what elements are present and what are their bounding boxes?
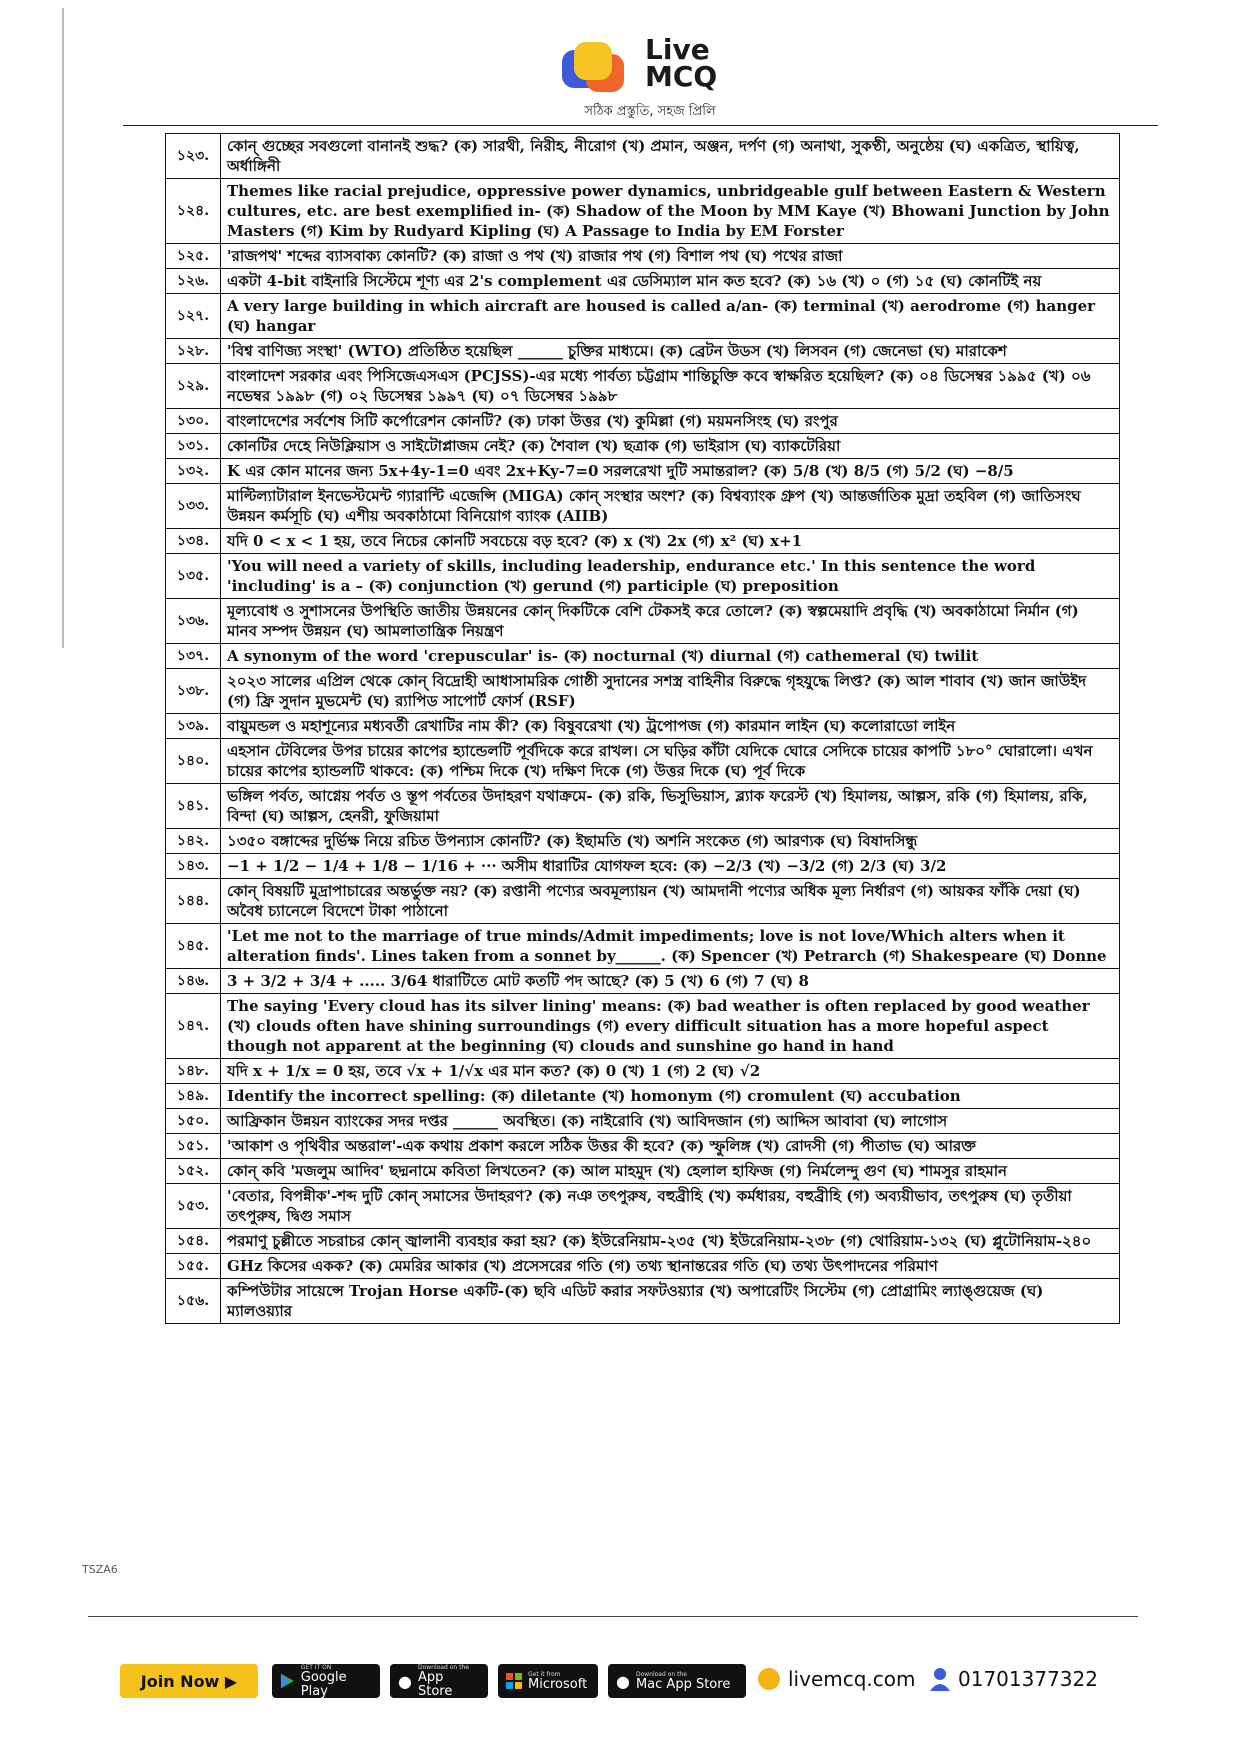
join-now-button[interactable]: Join Now ▶ [120, 1664, 258, 1698]
question-text: কম্পিউটার সায়েন্সে Trojan Horse একটি-(ক) ছবি এডিট করার সফটওয়্যার (খ) অপারেটিং সিস্টেম (গ) প্রোগ্রামিং ল্যাঙ্গুয়েজ (ঘ) ম্যালওয়্যার [221, 1279, 1120, 1324]
question-row [166, 1134, 1120, 1159]
question-text: কোন্‌ কবি 'মজলুম আদিব' ছদ্মনামে কবিতা লিখতেন? (ক) আল মাহমুদ (খ) হেলাল হাফিজ (গ) নির্মলেন্দু গুণ (ঘ) শামসুর রাহমান [221, 1159, 1120, 1184]
question-number: ১২৯. [166, 364, 221, 409]
question-text: যদি x + 1/x = 0 হয়, তবে √x + 1/√x এর মান কত? (ক) 0 (খ) 1 (গ) 2 (ঘ) √2 [221, 1059, 1120, 1084]
header-divider [123, 125, 1158, 126]
question-row [166, 459, 1120, 484]
phone-text: 01701377322 [958, 1667, 1098, 1691]
question-text: 3 + 3/2 + 3/4 + ..... 3/64 ধারাটিতে মোট কতটি পদ আছে? (ক) 5 (খ) 6 (গ) 7 (ঘ) 8 [221, 969, 1120, 994]
question-text: A very large building in which aircraft are housed is called a/an- (ক) terminal (খ) aerodrome (গ) hanger (ঘ) hangar [221, 294, 1120, 339]
logo-tagline: সঠিক প্রস্তুতি, সহজ প্রিলি [584, 104, 716, 119]
mac-app-store-button[interactable] [608, 1664, 746, 1698]
question-row [166, 1059, 1120, 1084]
question-text: মাল্টিল্যাটারাল ইনভেস্টমেন্ট গ্যারান্টি এজেন্সি (MIGA) কোন্‌ সংস্থার অংশ? (ক) বিশ্বব্যাংক গ্রুপ (খ) আন্তর্জাতিক মুদ্রা তহবিল (গ) জাতিসংঘ উন্নয়ন কর্মসূচি (ঘ) এশীয় অবকাঠামো বিনিয়োগ ব্যাংক (AIIB) [221, 484, 1120, 529]
question-table [165, 133, 1120, 1324]
question-row [166, 669, 1120, 714]
question-number: ১২৪. [166, 179, 221, 244]
question-text: Themes like racial prejudice, oppressive power dynamics, unbridgeable gulf between Eastern & Western cultures, etc. are best exemplified in- (ক) Shadow of the Moon by MM Kaye (খ) Bhowani Junction by John Masters (গ) Kim by Rudyard Kipling (ঘ) A Passage to India by EM Forster [221, 179, 1120, 244]
logo-wordmark: Live MCQ [645, 33, 718, 93]
microsoft-icon [506, 1673, 522, 1689]
question-number: ১৩৫. [166, 554, 221, 599]
question-row [166, 644, 1120, 669]
question-text: পরমাণু চুল্লীতে সচরাচর কোন্‌ জ্বালানী ব্যবহার করা হয়? (ক) ইউরেনিয়াম-২৩৫ (খ) ইউরেনিয়াম-২৩৮ (গ) থোরিয়াম-১৩২ (ঘ) প্লুটোনিয়াম-২৪০ [221, 1229, 1120, 1254]
question-row [166, 1279, 1120, 1324]
mac-app-store-caption: Download on the [635, 1670, 687, 1678]
question-text: GHz কিসের একক? (ক) মেমরির আকার (খ) প্রসেসরের গতি (গ) তথ্য স্থানান্তরের গতি (ঘ) তথ্য উৎপাদনের পরিমাণ [221, 1254, 1120, 1279]
phone-contact[interactable] [930, 1667, 1098, 1691]
question-text: বাংলাদেশের সর্বশেষ সিটি কর্পোরেশন কোনটি? (ক) ঢাকা উত্তর (খ) কুমিল্লা (গ) ময়মনসিংহ (ঘ) রংপুর [221, 409, 1120, 434]
app-store-caption: Download on the [417, 1663, 469, 1671]
question-row [166, 529, 1120, 554]
question-row [166, 554, 1120, 599]
question-number: ১২৬. [166, 269, 221, 294]
question-number: ১৩৪. [166, 529, 221, 554]
question-number: ১৩১. [166, 434, 221, 459]
question-row [166, 1254, 1120, 1279]
microsoft-caption: Get it from [528, 1670, 561, 1678]
question-text: The saying 'Every cloud has its silver lining' means: (ক) bad weather is often replaced by good weather (খ) clouds often have shining surroundings (গ) every difficult situation has a more hopeful aspect though not apparent at the beginning (ঘ) clouds and sunshine go hand in hand [221, 994, 1120, 1059]
question-number: ১৩৩. [166, 484, 221, 529]
question-number: ১৪৪. [166, 879, 221, 924]
question-number: ১৪৩. [166, 854, 221, 879]
question-text: −1 + 1/2 − 1/4 + 1/8 − 1/16 + ··· অসীম ধারাটির যোগফল হবে: (ক) −2/3 (খ) −3/2 (গ) 2/3 (ঘ) 3/2 [221, 854, 1120, 879]
question-row [166, 294, 1120, 339]
question-number: ১৪৯. [166, 1084, 221, 1109]
google-play-label: Google Play [300, 1669, 347, 1699]
question-number: ১৪২. [166, 829, 221, 854]
google-play-caption: GET IT ON [300, 1663, 332, 1671]
question-text: 'আকাশ ও পৃথিবীর অন্তরাল'-এক কথায় প্রকাশ করলে সঠিক উত্তর কী হবে? (ক) স্ফুলিঙ্গ (খ) রোদসী (গ) পীতাভ (ঘ) আরক্ত [221, 1134, 1120, 1159]
question-text: 'বিশ্ব বাণিজ্য সংস্থা' (WTO) প্রতিষ্ঠিত হয়েছিল ______ চুক্তির মাধ্যমে। (ক) ব্রেটন উডস (খ) লিসবন (গ) জেনেভা (ঘ) মারাকেশ [221, 339, 1120, 364]
question-text: এহসান টেবিলের উপর চায়ের কাপের হ্যান্ডেলটি পূর্বদিকে করে রাখল। সে ঘড়ির কাঁটা যেদিকে ঘোরে সেদিকে চায়ের কাপটি ১৮০° ঘোরালো। এখন চায়ের কাপের হ্যান্ডলটি থাকবে: (ক) পশ্চিম দিকে (খ) দক্ষিণ দিকে (গ) উত্তর দিকে (ঘ) পূর্ব দিকে [221, 739, 1120, 784]
microsoft-label: Microsoft [528, 1676, 588, 1692]
globe-icon [758, 1668, 780, 1690]
question-row [166, 599, 1120, 644]
livemcq-logo[interactable] [560, 30, 740, 120]
question-text: 'বেতার, বিপন্নীক'-শব্দ দুটি কোন্‌ সমাসের উদাহরণ? (ক) নঞ তৎপুরুষ, বহুব্রীহি (খ) কর্মধারয়, বহুব্রীহি (গ) অব্যয়ীভাব, তৎপুরুষ (ঘ) তৃতীয়া তৎপুরুষ, দ্বিগু সমাস [221, 1184, 1120, 1229]
question-row [166, 434, 1120, 459]
question-number: ১৫১. [166, 1134, 221, 1159]
microsoft-store-button[interactable] [498, 1664, 598, 1698]
question-number: ১৩০. [166, 409, 221, 434]
question-text: 'You will need a variety of skills, including leadership, endurance etc.' In this sentence the word 'including' is a – (ক) conjunction (খ) gerund (গ) participle (ঘ) preposition [221, 554, 1120, 599]
page-header [0, 20, 1240, 120]
app-store-label: App Store [417, 1669, 453, 1699]
mac-app-store-label: Mac App Store [635, 1676, 731, 1692]
question-text: A synonym of the word 'crepuscular' is- (ক) nocturnal (খ) diurnal (গ) cathemeral (ঘ) twilit [221, 644, 1120, 669]
footer-bar [120, 1664, 1120, 1700]
question-number: ১৩২. [166, 459, 221, 484]
question-text: ভঙ্গিল পর্বত, আগ্নেয় পর্বত ও স্তূপ পর্বতের উদাহরণ যথাক্রমে- (ক) রকি, ভিসুভিয়াস, ব্ল্যাক ফরেস্ট (খ) হিমালয়, আল্পস, রকি (গ) হিমালয়, রকি, বিন্দা (ঘ) আল্পস, হেনরী, ফুজিয়ামা [221, 784, 1120, 829]
scan-code: TSZA6 [82, 1563, 118, 1576]
question-number: ১৫৪. [166, 1229, 221, 1254]
question-row [166, 1184, 1120, 1229]
question-text: বাংলাদেশ সরকার এবং পিসিজেএসএস (PCJSS)-এর মধ্যে পার্বত্য চট্টগ্রাম শান্তিচুক্তি কবে স্বাক্ষরিত হয়েছিল? (ক) ০৪ ডিসেম্বর ১৯৯৫ (খ) ০৬ নভেম্বর ১৯৯৮ (গ) ০২ ডিসেম্বর ১৯৯৭ (ঘ) ০৭ ডিসেম্বর ১৯৯৮ [221, 364, 1120, 409]
question-number: ১২৭. [166, 294, 221, 339]
question-row [166, 879, 1120, 924]
footer-divider [88, 1616, 1138, 1617]
apple-icon: ● [616, 1671, 630, 1691]
question-text: কোন্‌ গুচ্ছের সবগুলো বানানই শুদ্ধ? (ক) সারথী, নিরীহ, নীরোগ (খ) প্রমান, অঞ্জন, দর্পণ (গ) অনাথা, সুকণ্ঠী, অনুষ্ঠেয় (ঘ) একত্রিত, স্থায়িত্ব, অর্ধাঙ্গিনী [221, 134, 1120, 179]
question-row [166, 409, 1120, 434]
question-number: ১২৮. [166, 339, 221, 364]
question-row [166, 269, 1120, 294]
app-store-button[interactable] [390, 1664, 488, 1698]
question-text: K এর কোন মানের জন্য 5x+4y-1=0 এবং 2x+Ky-7=0 সরলরেখা দুটি সমান্তরাল? (ক) 5/8 (খ) 8/5 (গ) 5/2 (ঘ) −8/5 [221, 459, 1120, 484]
question-text: 'রাজপথ' শব্দের ব্যাসবাক্য কোনটি? (ক) রাজা ও পথ (খ) রাজার পথ (গ) বিশাল পথ (ঘ) পথের রাজা [221, 244, 1120, 269]
question-row [166, 1084, 1120, 1109]
apple-icon: ● [398, 1671, 412, 1691]
question-number: ১৫৫. [166, 1254, 221, 1279]
question-row [166, 339, 1120, 364]
google-play-button[interactable] [272, 1664, 380, 1698]
question-number: ১৩৮. [166, 669, 221, 714]
website-text: livemcq.com [788, 1667, 916, 1691]
question-text: কোন্‌ বিষয়টি মুদ্রাপাচারের অন্তর্ভুক্ত নয়? (ক) রপ্তানী পণ্যের অবমূল্যায়ন (খ) আমদানী পণ্যের অধিক মূল্য নির্ধারণ (গ) আয়কর ফাঁকি দেয়া (ঘ) অবৈধ চ্যানেলে বিদেশে টাকা পাঠানো [221, 879, 1120, 924]
question-row [166, 134, 1120, 179]
question-row [166, 994, 1120, 1059]
question-text: যদি 0 < x < 1 হয়, তবে নিচের কোনটি সবচেয়ে বড় হবে? (ক) x (খ) 2x (গ) x² (ঘ) x+1 [221, 529, 1120, 554]
question-row [166, 739, 1120, 784]
question-text: ১৩৫০ বঙ্গাব্দের দুর্ভিক্ষ নিয়ে রচিত উপন্যাস কোনটি? (ক) ইছামতি (খ) অশনি সংকেত (গ) আরণ্যক (ঘ) বিষাদসিন্ধু [221, 829, 1120, 854]
question-number: ১৩৯. [166, 714, 221, 739]
question-number: ১৪৭. [166, 994, 221, 1059]
question-row [166, 854, 1120, 879]
question-row [166, 969, 1120, 994]
question-row [166, 484, 1120, 529]
question-row [166, 924, 1120, 969]
google-play-icon [280, 1672, 295, 1690]
question-row [166, 179, 1120, 244]
question-number: ১৩৬. [166, 599, 221, 644]
question-text: মূল্যবোধ ও সুশাসনের উপস্থিতি জাতীয় উন্নয়নের কোন্‌ দিকটিকে বেশি টেকসই করে তোলে? (ক) স্বল্পমেয়াদি প্রবৃদ্ধি (খ) অবকাঠামো নির্মান (গ) মানব সম্পদ উন্নয়ন (ঘ) আমলাতান্ত্রিক নিয়ন্ত্রণ [221, 599, 1120, 644]
question-text: একটা 4-bit বাইনারি সিস্টেমে শূণ্য এর 2's complement এর ডেসিম্যাল মান কত হবে? (ক) ১৬ (খ) ০ (গ) ১৫ (ঘ) কোনটিই নয় [221, 269, 1120, 294]
question-text: কোনটির দেহে নিউক্লিয়াস ও সাইটোপ্লাজম নেই? (ক) শৈবাল (খ) ছত্রাক (গ) ভাইরাস (ঘ) ব্যাকটেরিয়া [221, 434, 1120, 459]
question-number: ১৫৩. [166, 1184, 221, 1229]
question-number: ১৫০. [166, 1109, 221, 1134]
question-row [166, 1109, 1120, 1134]
logo-mark-icon [560, 40, 630, 95]
question-row [166, 364, 1120, 409]
question-number: ১৪৮. [166, 1059, 221, 1084]
question-row [166, 244, 1120, 269]
question-text: আফ্রিকান উন্নয়ন ব্যাংকের সদর দপ্তর ______ অবস্থিত। (ক) নাইরোবি (খ) আবিদজান (গ) আদ্দিস আবাবা (ঘ) লাগোস [221, 1109, 1120, 1134]
question-number: ১২৫. [166, 244, 221, 269]
question-number: ১৫২. [166, 1159, 221, 1184]
question-text: ২০২৩ সালের এপ্রিল থেকে কোন্‌ বিদ্রোহী আধাসামরিক গোষ্ঠী সুদানের সশস্ত্র বাহিনীর বিরুদ্ধে গৃহযুদ্ধে লিপ্ত? (ক) আল শাবাব (খ) জান জাউইদ (গ) ফ্রি সুদান মুভমেন্ট (ঘ) র‍্যাপিড সাপোর্ট ফোর্স (RSF) [221, 669, 1120, 714]
question-text: 'Let me not to the marriage of true minds/Admit impediments; love is not love/Which alters when it alteration finds'. Lines taken from a sonnet by______. (ক) Spencer (খ) Petrarch (গ) Shakespeare (ঘ) Donne [221, 924, 1120, 969]
question-number: ১৪০. [166, 739, 221, 784]
question-row [166, 1229, 1120, 1254]
question-row [166, 784, 1120, 829]
question-row [166, 829, 1120, 854]
question-text: Identify the incorrect spelling: (ক) diletante (খ) homonym (গ) cromulent (ঘ) accubation [221, 1084, 1120, 1109]
question-number: ১৫৬. [166, 1279, 221, 1324]
question-number: ১৪৬. [166, 969, 221, 994]
website-link[interactable] [758, 1667, 916, 1691]
question-number: ১২৩. [166, 134, 221, 179]
question-row [166, 1159, 1120, 1184]
question-number: ১৩৭. [166, 644, 221, 669]
question-row [166, 714, 1120, 739]
question-text: বায়ুমন্ডল ও মহাশূন্যের মধ্যবর্তী রেখাটির নাম কী? (ক) বিষুবরেখা (খ) ট্রপোপজ (গ) কারমান লাইন (ঘ) কলোরাডো লাইন [221, 714, 1120, 739]
question-number: ১৪৫. [166, 924, 221, 969]
person-icon [930, 1667, 950, 1691]
question-number: ১৪১. [166, 784, 221, 829]
